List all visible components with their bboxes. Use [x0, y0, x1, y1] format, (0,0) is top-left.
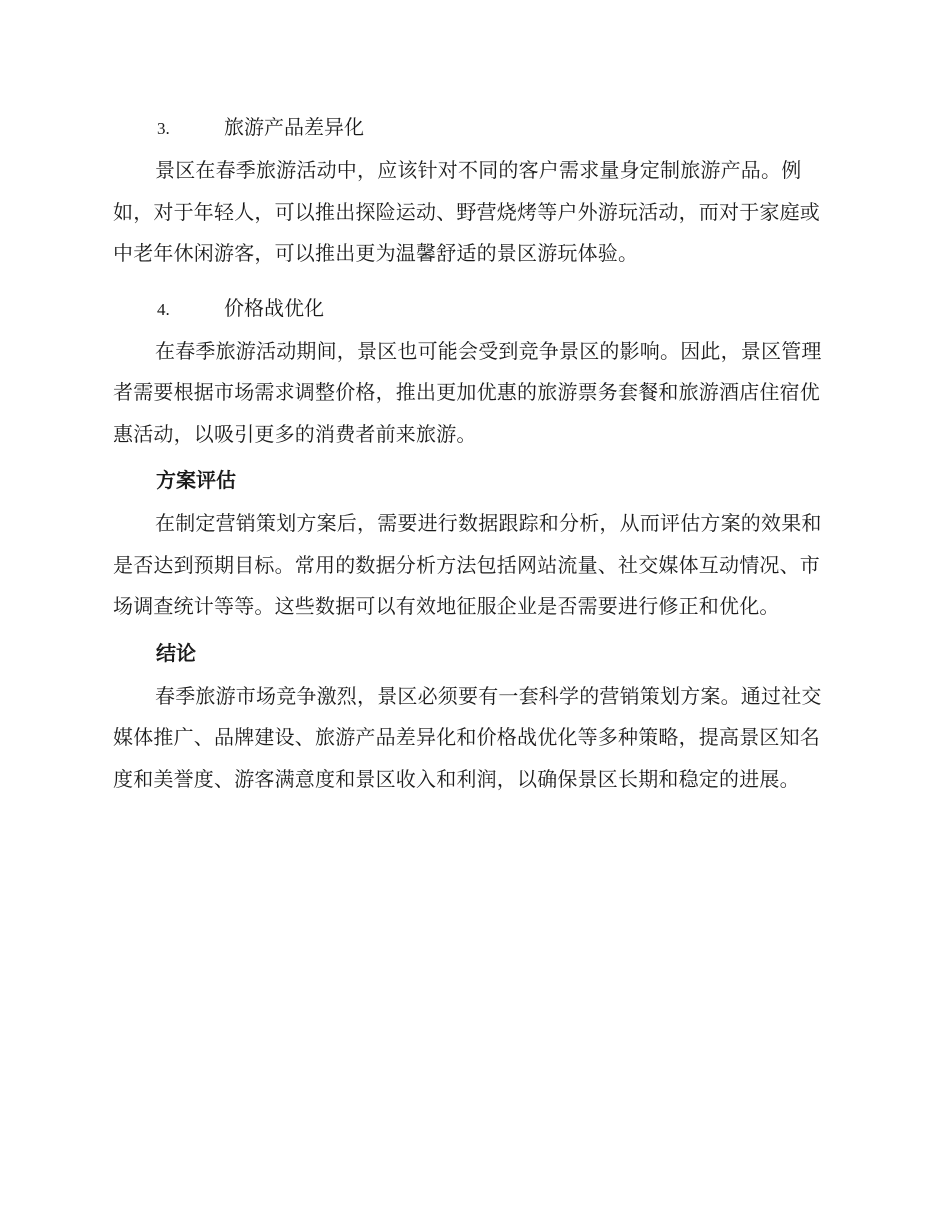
section-heading-conclusion: 结论	[156, 640, 196, 665]
section-heading-evaluation: 方案评估	[156, 468, 236, 492]
numbered-heading-4	[113, 288, 833, 328]
paragraph-conclusion: 春季旅游市场竞争激烈，景区必须要有一套科学的营销策划方案。通过社交媒体推广、品牌建设、旅游产品差异化和价格战优化等多种策略，提高景区知名度和美誉度、游客满意度和景区收入和利润，以确保景区长期和稳定的进展。	[113, 683, 822, 791]
numbered-heading-3	[113, 107, 833, 147]
document-body	[113, 107, 833, 804]
heading-text: 价格战优化	[224, 295, 324, 320]
heading-text: 旅游产品差异化	[224, 115, 364, 139]
heading-number: 3.	[157, 119, 170, 138]
paragraph-evaluation: 在制定营销策划方案后，需要进行数据跟踪和分析，从而评估方案的效果和是否达到预期目标。常用的数据分析方法包括网站流量、社交媒体互动情况、市场调查统计等等。这些数据可以有效地征服企业是否需要进行修正和优化。	[113, 511, 822, 618]
heading-number: 4.	[157, 299, 170, 319]
paragraph-product-differentiation: 景区在春季旅游活动中，应该针对不同的客户需求量身定制旅游产品。例如，对于年轻人，可以推出探险运动、野营烧烤等户外游玩活动，而对于家庭或中老年休闲游客，可以推出更为温馨舒适的景区游玩体验。	[113, 158, 820, 265]
paragraph-price-optimization: 在春季旅游活动期间，景区也可能会受到竞争景区的影响。因此，景区管理者需要根据市场需求调整价格，推出更加优惠的旅游票务套餐和旅游酒店住宿优惠活动，以吸引更多的消费者前来旅游。	[113, 338, 822, 446]
